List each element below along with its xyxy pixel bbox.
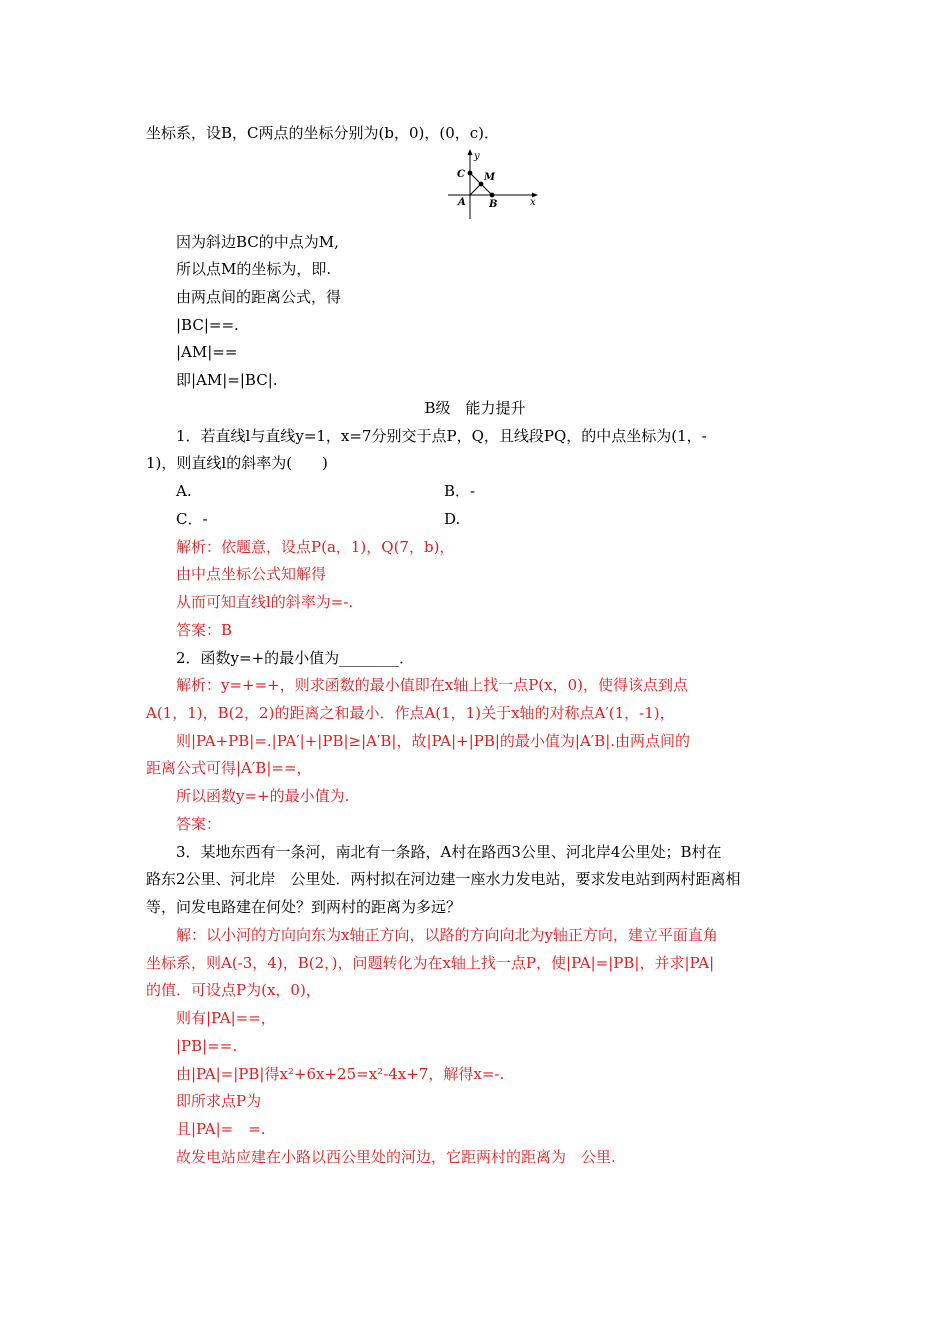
q3-solution-line: 解：以小河的方向向东为x轴正方向，以路的方向向北为y轴正方向，建立平面直角 <box>176 926 718 944</box>
proof-line: |BC|==. <box>176 316 239 334</box>
proof-line: 所以点M的坐标为，即. <box>176 260 332 278</box>
q1-answer: 答案：B <box>176 621 233 639</box>
point-m-dot <box>479 182 484 187</box>
q1-analysis-line: 由中点坐标公式知解得 <box>176 565 327 583</box>
point-c-label: C <box>457 169 465 180</box>
q2-analysis-line: 所以函数y=+的最小值为. <box>176 787 350 805</box>
q3-solution-line: 故发电站应建在小路以西公里处的河边，它距两村的距离为 公里. <box>176 1148 616 1166</box>
x-axis-label: x <box>530 197 536 208</box>
point-b-dot <box>490 193 495 198</box>
q3-solution-line: 且|PA|= =. <box>176 1120 266 1138</box>
q2-stem: 2．函数y=+的最小值为________． <box>176 649 415 667</box>
q1-option-d: D. <box>444 510 461 528</box>
point-m-label: M <box>484 172 496 183</box>
q3-stem-line: 3．某地东西有一条河，南北有一条路，A村在路西3公里、河北岸4公里处；B村在 <box>176 843 722 861</box>
proof-line: 即|AM|=|BC|. <box>176 371 278 389</box>
q3-solution-line: 则有|PA|==， <box>176 1009 276 1027</box>
q2-analysis-line: A(1，1)，B(2，2)的距离之和最小．作点A(1，1)关于x轴的对称点A′(1，-1)， <box>146 704 675 722</box>
q3-stem-line: 等，问发电路建在何处？到两村的距离为多远？ <box>146 898 462 916</box>
q1-option-c: C．- <box>176 510 208 528</box>
y-axis-label: y <box>474 151 480 162</box>
q1-option-b: B．- <box>444 482 476 500</box>
q3-solution-line: 即所求点P为 <box>176 1092 262 1110</box>
proof-line: 因为斜边BC的中点为M, <box>176 233 339 251</box>
coordinate-figure <box>446 147 546 223</box>
proof-line: 由两点间的距离公式，得 <box>176 288 342 306</box>
point-c-dot <box>468 171 473 176</box>
point-b-label: B <box>489 199 498 210</box>
q2-analysis-line: 则|PA+PB|=.|PA′|+|PB|≥|A′B|，故|PA|+|PB|的最小值为|A′B|.由两点间的 <box>176 732 691 750</box>
q1-stem-line1: 1．若直线l与直线y=1，x=7分别交于点P，Q，且线段PQ，的中点坐标为(1，- <box>176 427 707 445</box>
proof-line: |AM|== <box>176 343 238 361</box>
q1-stem-line2: 1)，则直线l的斜率为( ) <box>146 454 328 472</box>
section-title: B级 能力提升 <box>424 399 526 417</box>
q1-analysis-line: 解析：依题意，设点P(a，1)，Q(7，b)， <box>176 538 455 556</box>
intro-line: 坐标系，设B，C两点的坐标分别为(b，0)，(0，c)． <box>146 124 499 142</box>
q1-option-a: A. <box>176 482 192 500</box>
q3-solution-line: 由|PA|=|PB|得x²+6x+25=x²-4x+7，解得x=-. <box>176 1065 505 1083</box>
q2-analysis-line: 解析：y=+=+，则求函数的最小值即在x轴上找一点P(x，0)，使得该点到点 <box>176 676 689 694</box>
q3-solution-line: 的值．可设点P为(x，0)， <box>146 981 321 999</box>
point-a-label: A <box>458 197 466 208</box>
q3-stem-line: 路东2公里、河北岸 公里处．两村拟在河边建一座水力发电站，要求发电站到两村距离相 <box>146 870 741 888</box>
q3-solution-line: 坐标系，则A(-3，4)，B(2，)，问题转化为在x轴上找一点P，使|PA|=|PB|，并求|PA| <box>146 954 715 972</box>
q2-answer: 答案： <box>176 815 222 833</box>
y-axis-arrow <box>468 149 473 155</box>
q1-analysis-line: 从而可知直线l的斜率为=-. <box>176 593 354 611</box>
q2-analysis-line: 距离公式可得|A′B|==， <box>146 759 312 777</box>
q3-solution-line: |PB|==. <box>176 1037 238 1055</box>
